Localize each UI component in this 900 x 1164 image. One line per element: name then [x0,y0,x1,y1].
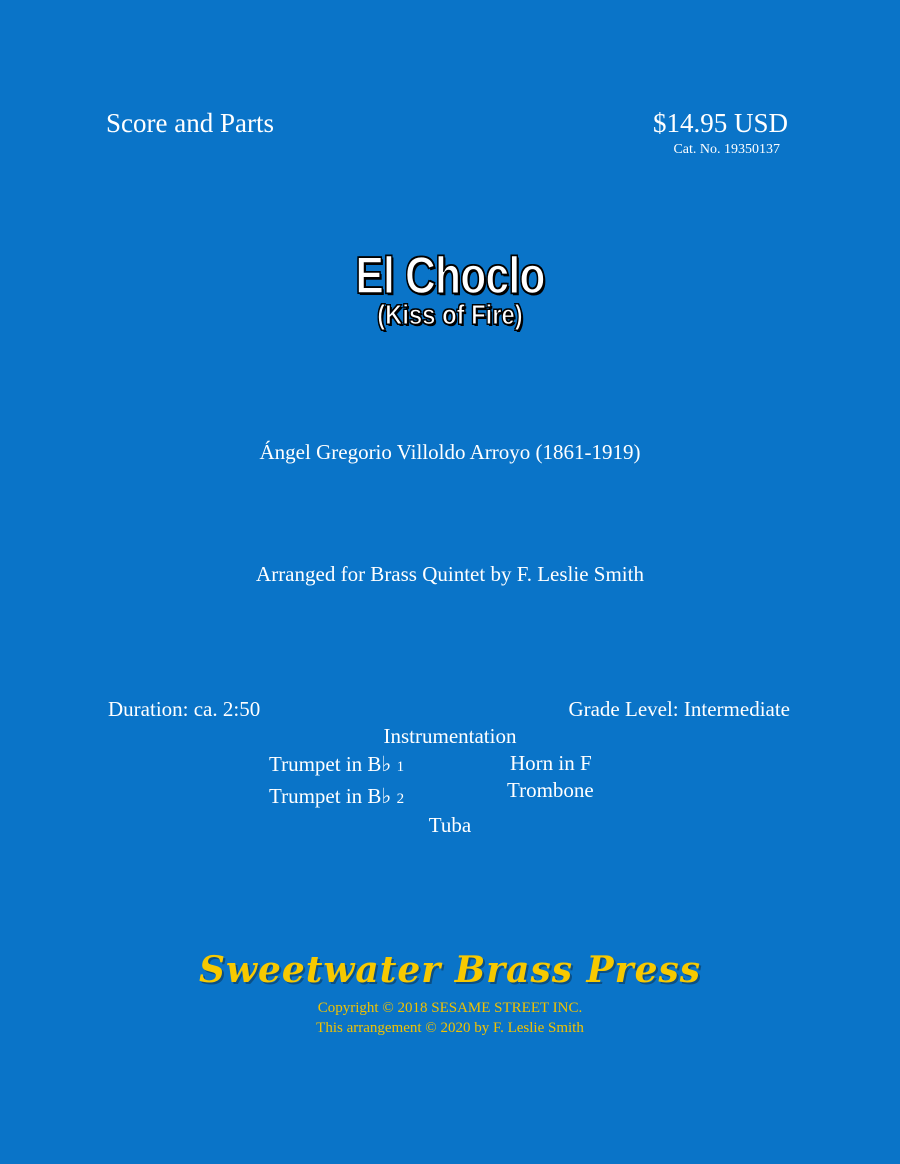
title-block [0,248,900,330]
instrument-trumpet-2-number: 2 [396,791,405,807]
composer-credit: Ángel Gregorio Villoldo Arroyo (1861-1919) [259,440,641,464]
instrument-horn: Horn in F [510,751,592,775]
instrument-trumpet-1 [269,751,404,780]
edition-label: Score and Parts [106,108,274,138]
piece-subtitle: (Kiss of Fire) [377,299,523,330]
instrument-tuba: Tuba [428,813,472,837]
price-label: $14.95 USD [652,108,788,138]
publisher-logo: Sweetwater Brass Press [198,949,702,991]
grade-level-label: Grade Level: Intermediate [568,697,790,721]
catalog-number: Cat. No. 19350137 [673,142,780,157]
instrument-trumpet-1-name: Trumpet in B♭ [269,752,392,776]
copyright-notice: Copyright © 2018 SESAME STREET INC. [317,1000,583,1016]
instrument-trumpet-2-name: Trumpet in B♭ [269,784,392,808]
arranger-credit: Arranged for Brass Quintet by F. Leslie Smith [256,562,644,586]
instrument-trombone: Trombone [507,778,594,802]
piece-title: El Choclo [355,247,545,305]
arrangement-copyright-notice: This arrangement © 2020 by F. Leslie Smith [316,1020,584,1036]
instrumentation-heading: Instrumentation [383,724,517,748]
duration-label: Duration: ca. 2:50 [108,697,261,721]
instrument-trumpet-2 [269,783,404,812]
instrument-trumpet-1-number: 1 [396,759,405,775]
